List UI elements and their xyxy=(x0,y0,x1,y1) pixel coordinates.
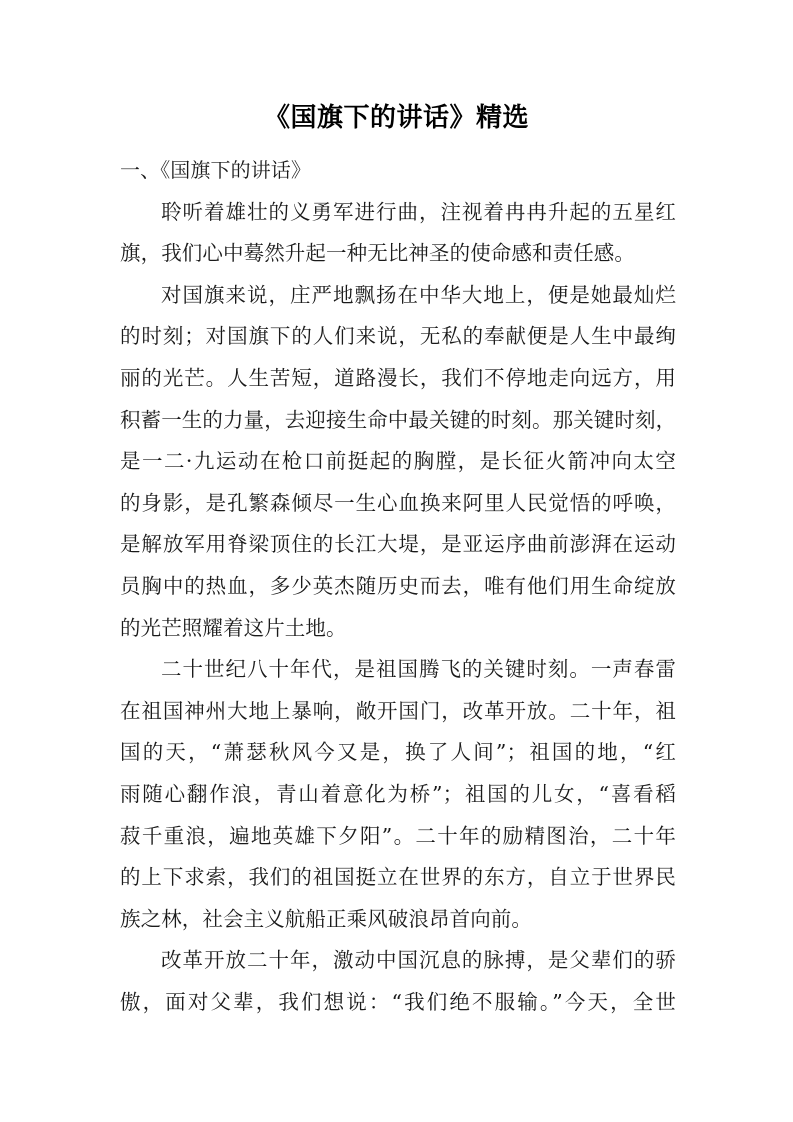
paragraph-line: 是解放军用脊梁顶住的长江大堤，是亚运序曲前澎湃在运动 xyxy=(120,532,676,557)
paragraph-line: 二十世纪八十年代，是祖国腾飞的关键时刻。一声春雷 xyxy=(161,657,676,682)
paragraph-line: 族之林，社会主义航船正乘风破浪昂首向前。 xyxy=(120,906,532,931)
paragraph-line: 国的天，“萧瑟秋风今又是，换了人间”；祖国的地，“红 xyxy=(120,740,676,765)
paragraph-line: 傲，面对父辈，我们想说：“我们绝不服输。”今天，全世 xyxy=(120,989,676,1014)
paragraph-line: 改革开放二十年，激动中国沉息的脉搏，是父辈们的骄 xyxy=(161,948,676,973)
paragraph-line: 雨随心翻作浪，青山着意化为桥”；祖国的儿女，“喜看稻 xyxy=(120,781,676,806)
paragraph-line: 旗，我们心中蓦然升起一种无比神圣的使命感和责任感。 xyxy=(120,241,635,266)
paragraph-line: 的上下求索，我们的祖国挺立在世界的东方，自立于世界民 xyxy=(120,865,676,890)
paragraph-line: 菽千重浪，遍地英雄下夕阳”。二十年的励精图治，二十年 xyxy=(120,823,676,848)
paragraph-line: 对国旗来说，庄严地飘扬在中华大地上，便是她最灿烂 xyxy=(161,282,676,307)
paragraph-line: 的身影，是孔繁森倾尽一生心血换来阿里人民觉悟的呼唤， xyxy=(120,490,676,515)
paragraph-line: 员胸中的热血，多少英杰随历史而去，唯有他们用生命绽放 xyxy=(120,573,676,598)
paragraph-line: 在祖国神州大地上暴响，敞开国门，改革开放。二十年，祖 xyxy=(120,698,676,723)
paragraph-line: 是一二·九运动在枪口前挺起的胸膛，是长征火箭冲向太空 xyxy=(120,449,676,474)
document-body xyxy=(120,150,676,1023)
paragraph-line: 丽的光芒。人生苦短，道路漫长，我们不停地走向远方，用 xyxy=(120,365,676,390)
paragraph-line: 的时刻；对国旗下的人们来说，无私的奉献便是人生中最绚 xyxy=(120,324,676,349)
section-heading: 一、《国旗下的讲话》 xyxy=(120,158,311,182)
paragraph-line: 的光芒照耀着这片土地。 xyxy=(120,615,347,640)
document-title: 《国旗下的讲话》精选 xyxy=(263,103,529,133)
paragraph-line: 积蓄一生的力量，去迎接生命中最关键的时刻。那关键时刻， xyxy=(120,407,677,432)
paragraph-line: 聆听着雄壮的义勇军进行曲，注视着冉冉升起的五星红 xyxy=(161,199,676,224)
